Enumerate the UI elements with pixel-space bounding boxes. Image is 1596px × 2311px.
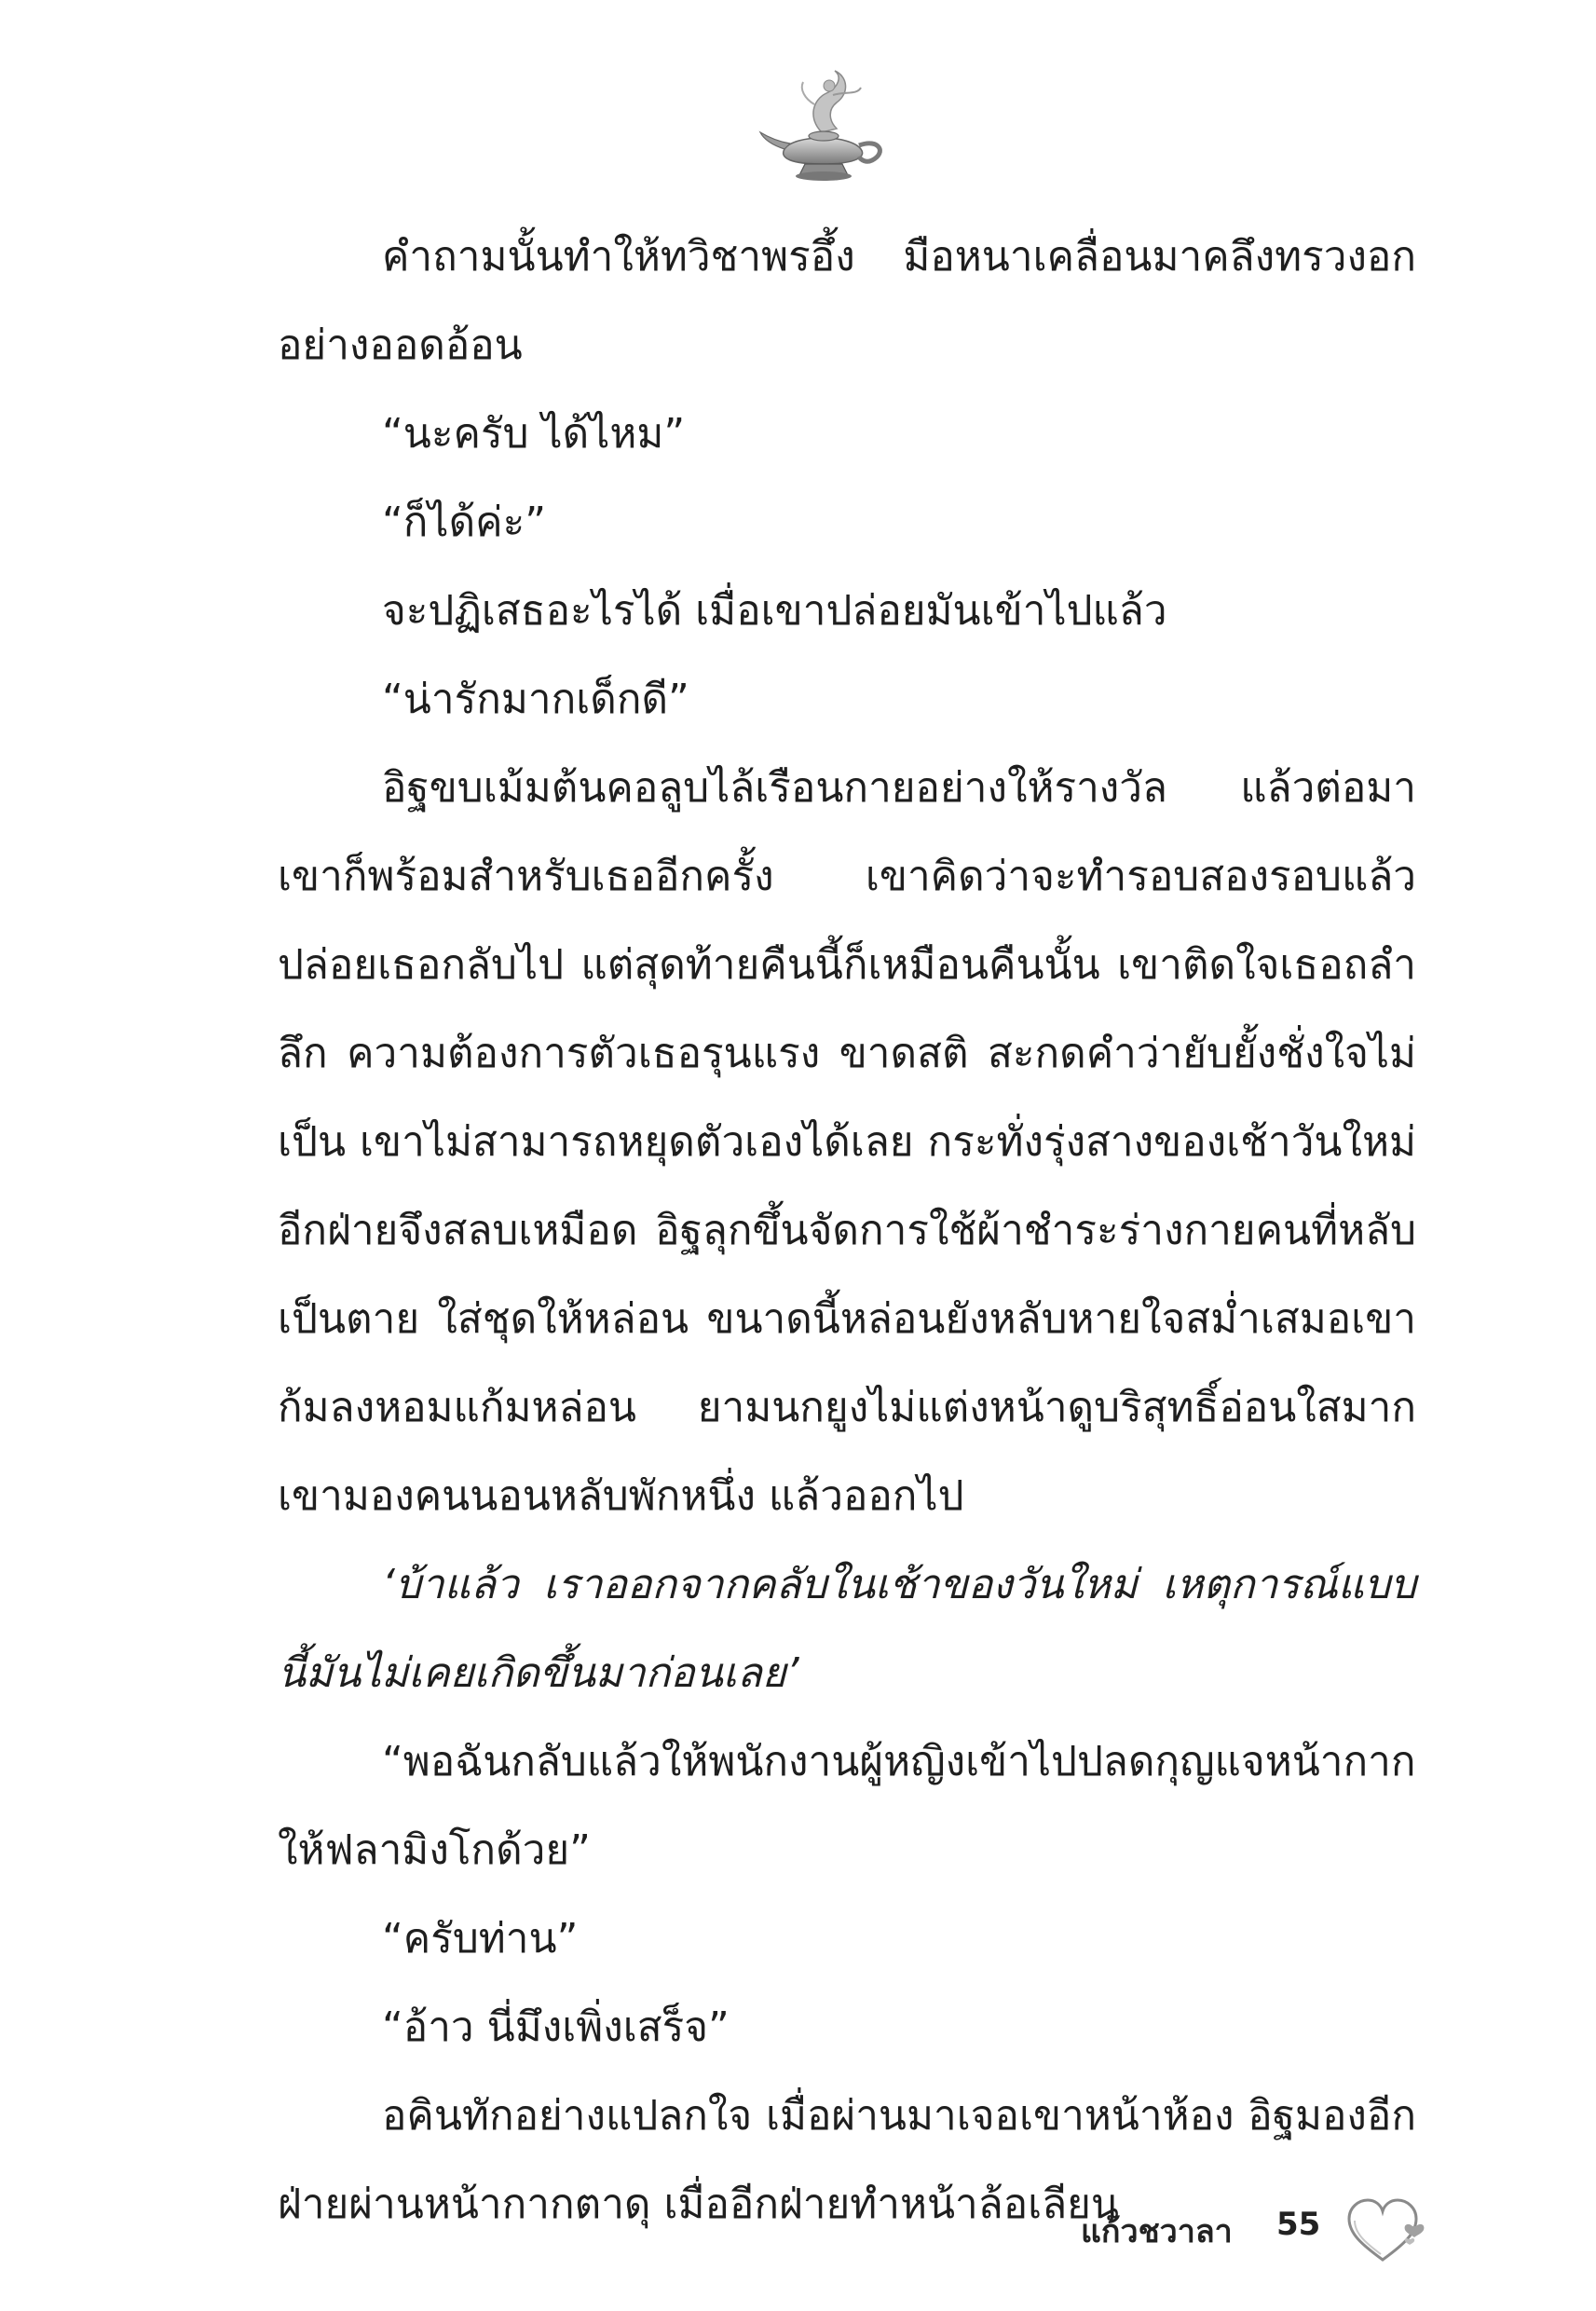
paragraph-7: ‘บ้าแล้ว เราออกจากคลับในเช้าของวันใหม่ เหตุการณ์แบบนี้มันไม่เคยเกิดขึ้นมาก่อนเลย’ — [278, 1561, 1416, 1697]
paragraph-2: “นะครับ ได้ไหม” — [382, 410, 686, 458]
paragraph-10: “อ้าว นี่มึงเพิ่งเสร็จ” — [382, 2003, 730, 2051]
paragraph-3: “ก็ได้ค่ะ” — [382, 499, 546, 546]
paragraph-8: “พอฉันกลับแล้วให้พนักงานผู้หญิงเข้าไปปลดกุญแจหน้ากากให้ฟลามิงโกด้วย” — [278, 1738, 1416, 1874]
heart-icon — [1344, 2195, 1427, 2269]
paragraph-9: “ครับท่าน” — [382, 1915, 579, 1962]
page-footer — [1081, 2195, 1472, 2269]
paragraph-6: อิฐขบเม้มต้นคอลูบไล้เรือนกายอย่างให้รางวัล แล้วต่อมาเขาก็พร้อมสำหรับเธออีกครั้ง เขาคิดว่าจะทำรอบสองรอบแล้วปล่อยเธอกลับไป แต่สุดท้ายคืนนี้ก็เหมือนคืนนั้น เขาติดใจเธอถลำลึก ความต้องการตัวเธอรุนแรง ขาดสติ สะกดคำว่ายับยั้งชั่งใจไม่เป็น เขาไม่สามารถหยุดตัวเองได้เลย กระทั่งรุ่งสางของเช้าวันใหม่อีกฝ่ายจึงสลบเหมือด อิฐลุกขึ้นจัดการใช้ผ้าชำระร่างกายคนที่หลับเป็นตาย ใส่ชุดให้หล่อน ขนาดนี้หล่อนยังหลับหายใจสม่ำเสมอเขาก้มลงหอมแก้มหล่อน ยามนกยูงไม่แต่งหน้าดูบริสุทธิ์อ่อนใสมากเขามองคนนอนหลับพักหนึ่ง แล้วออกไป — [278, 764, 1416, 1520]
paragraph-5: “น่ารักมากเด็กดี” — [382, 676, 689, 723]
paragraph-1: คำถามนั้นทำให้ทวิชาพรอึ้ง มือหนาเคลื่อนมาคลึงทรวงอกอย่างออดอ้อน — [278, 233, 1416, 369]
paragraph-11: อคินทักอย่างแปลกใจ เมื่อผ่านมาเจอเขาหน้าห้อง อิฐมองอีกฝ่ายผ่านหน้ากากตาดุ เมื่ออีกฝ่ายทำหน้าล้อเลียน — [278, 2092, 1416, 2228]
page-number: 55 — [1276, 2206, 1321, 2243]
book-title: แก้วชวาลา — [1081, 2213, 1233, 2250]
body-text — [278, 212, 1416, 2249]
genie-lamp-icon — [757, 67, 896, 188]
paragraph-4: จะปฏิเสธอะไรได้ เมื่อเขาปล่อยมันเข้าไปแล้ว — [382, 587, 1167, 635]
